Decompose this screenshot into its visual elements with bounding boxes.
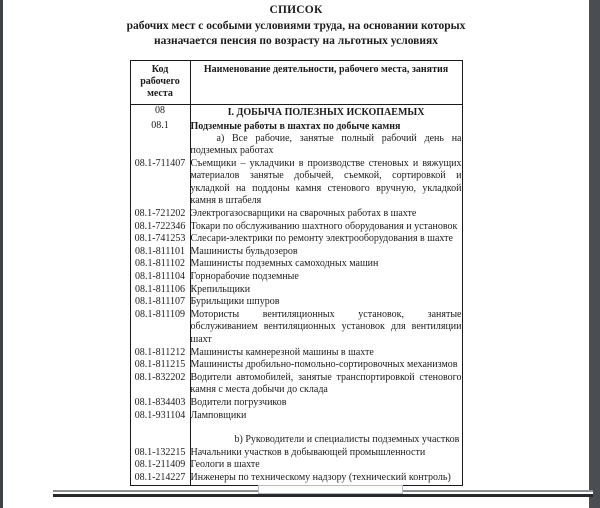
- section-title-cell: [190, 104, 462, 120]
- horizontal-scrollbar-track[interactable]: [53, 490, 593, 497]
- document-page: [3, 0, 589, 487]
- table-header-row: [130, 60, 462, 104]
- table-row: [130, 284, 462, 297]
- row-code: 08.1-711407: [130, 158, 190, 208]
- row-name: Машинисты камнерезной машины в шахте: [190, 347, 462, 360]
- row-code: 08.1-811215: [130, 359, 190, 372]
- row-code: 08.1-811107: [130, 296, 190, 309]
- row-code: 08.1-811212: [130, 347, 190, 360]
- row-code: 08.1-931104: [130, 410, 190, 423]
- row-name: Машинисты бульдозеров: [190, 246, 462, 259]
- table-row: [130, 347, 462, 360]
- row-name: Инженеры по техническому надзору (технический контроль): [190, 472, 462, 485]
- row-name: Горнорабочие подземные: [190, 271, 462, 284]
- row-code: 08.1-741253: [130, 233, 190, 246]
- row-name: Бурильщики шпуров: [190, 296, 462, 309]
- row-name: Водители погрузчиков: [190, 397, 462, 410]
- row-name: Начальники участков в добывающей промышленности: [190, 447, 462, 460]
- vertical-scrollbar[interactable]: [589, 0, 600, 508]
- table-row: [130, 472, 462, 485]
- row-code: 08.1-811101: [130, 246, 190, 259]
- table-row: [130, 271, 462, 284]
- table-row: [130, 246, 462, 259]
- table-row: [130, 410, 462, 423]
- table-row: [130, 258, 462, 271]
- row-code: 08.1-132215: [130, 447, 190, 460]
- table-body: [130, 104, 462, 485]
- table-row-section: [130, 104, 462, 120]
- row-code: 08.1-722346: [130, 221, 190, 234]
- row-code: 08.1-811104: [130, 271, 190, 284]
- row-code: 08.1-811106: [130, 284, 190, 297]
- page-subtitle-line-1: рабочих мест с особыми условиями труда, на основании которых: [126, 19, 466, 32]
- table-row-subgroup-b: [130, 422, 462, 447]
- table-header: [130, 60, 462, 104]
- group-title: Подземные работы в шахтах по добыче камня: [190, 120, 401, 132]
- table-row: [130, 397, 462, 410]
- row-code: 08.1-211409: [130, 459, 190, 472]
- section-title: I. ДОБЫЧА ПОЛЕЗНЫХ ИСКОПАЕМЫХ: [227, 106, 425, 118]
- table-row: [130, 447, 462, 460]
- table-row: [130, 359, 462, 372]
- row-name: Токари по обслуживанию шахтного оборудования и установок: [190, 221, 462, 234]
- row-code: 08.1-721202: [130, 208, 190, 221]
- row-code: 08.1-832202: [130, 372, 190, 397]
- group-code: 08.1: [130, 120, 190, 158]
- row-name: Электрогазосварщики на сварочных работах в шахте: [190, 208, 462, 221]
- subgroup-b-label: b) Руководители и специалисты подземных участков: [234, 434, 460, 446]
- row-name: Слесари-электрики по ремонту электрооборудования в шахте: [190, 233, 462, 246]
- column-header-code: Код рабочего места: [130, 60, 190, 104]
- row-name: Съемщики – укладчики в производстве стеновых и вяжущих материалов занятые добычей, съемкой, сортировкой и укладкой на поддоны камня стенового вручную, укладкой камня в штабеля: [190, 157, 462, 207]
- table-row: [130, 221, 462, 234]
- row-name: Крепильщики: [190, 284, 462, 297]
- row-name: Геологи в шахте: [190, 459, 462, 472]
- table-row: [130, 459, 462, 472]
- table-row: [130, 158, 462, 208]
- page-subtitle-line-2: назначается пенсия по возрасту на льготных условиях: [154, 35, 438, 47]
- row-code: 08.1-811102: [130, 258, 190, 271]
- row-name: Водители автомобилей, занятые транспортировкой стенового камня с места добычи до склада: [190, 371, 462, 396]
- row-code: 08.1-834403: [130, 397, 190, 410]
- horizontal-scrollbar-thumb[interactable]: [258, 485, 403, 494]
- registry-table: [130, 60, 463, 486]
- row-name: Ламповщики: [190, 410, 462, 423]
- row-code: 08.1-811109: [130, 309, 190, 347]
- table-row: [130, 296, 462, 309]
- group-title-cell: [190, 120, 462, 158]
- table-row-group: [130, 120, 462, 158]
- section-code: 08: [130, 104, 190, 120]
- table-row: [130, 208, 462, 221]
- page-title: СПИСОК: [269, 4, 323, 16]
- subgroup-b-code: [130, 422, 190, 447]
- row-name: Машинисты дробильно-помольно-сортировочных механизмов: [190, 359, 462, 372]
- table-row: [130, 372, 462, 397]
- table-row: [130, 233, 462, 246]
- subgroup-b-cell: [190, 422, 462, 447]
- row-name: Машинисты подземных самоходных машин: [190, 258, 462, 271]
- row-code: 08.1-214227: [130, 472, 190, 485]
- column-header-name: Наименование деятельности, рабочего места, занятия: [190, 60, 462, 104]
- row-name: Мотористы вентиляционных установок, занятые обслуживанием вентиляционных установок для вентиляции шахт: [190, 308, 462, 345]
- table-row: [130, 309, 462, 347]
- subgroup-a-label: а) Все рабочие, занятые полный рабочий день на подземных работах: [190, 132, 462, 157]
